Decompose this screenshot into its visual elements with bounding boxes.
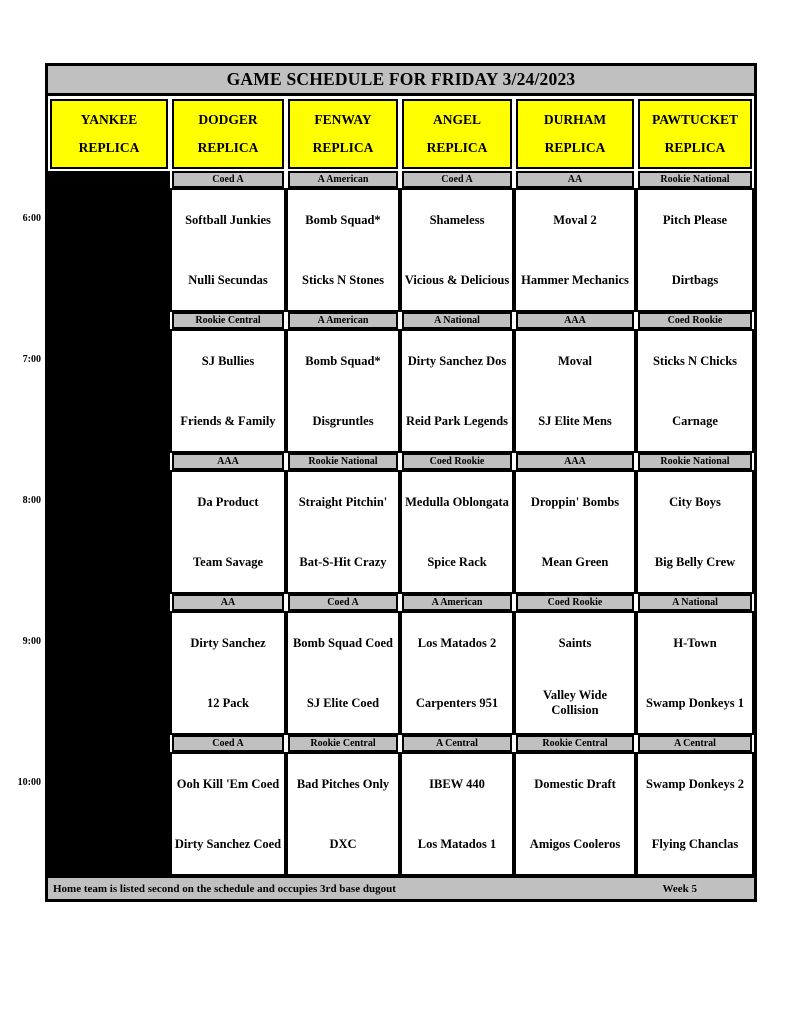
schedule-grid <box>48 171 754 876</box>
game-cell <box>400 752 514 876</box>
field-type: REPLICA <box>312 139 374 155</box>
home-team: SJ Elite Mens <box>538 413 612 428</box>
field-type: REPLICA <box>664 139 726 155</box>
game-cell <box>514 470 636 594</box>
field-header-yankee <box>50 99 168 169</box>
division-badge: A National <box>402 312 512 329</box>
division-badge: AAA <box>172 453 284 470</box>
time-label: 9:00 <box>22 636 41 647</box>
division-badge: Coed A <box>402 171 512 188</box>
game-cell <box>400 611 514 735</box>
division-badge: Coed A <box>172 171 284 188</box>
game-cell <box>170 470 286 594</box>
home-team: Dirtbags <box>671 272 719 287</box>
game-cell <box>170 329 286 453</box>
division-badge: A American <box>288 171 398 188</box>
game-cell <box>170 611 286 735</box>
game-cell <box>286 188 400 312</box>
away-team: Droppin' Bombs <box>530 494 620 509</box>
game-cell <box>636 752 754 876</box>
division-badge: AA <box>516 171 634 188</box>
division-badge: Coed A <box>288 594 398 611</box>
away-team: Straight Pitchin' <box>298 494 388 509</box>
field-type: REPLICA <box>78 139 140 155</box>
division-badge: AA <box>172 594 284 611</box>
page-title: GAME SCHEDULE FOR FRIDAY 3/24/2023 <box>226 69 576 89</box>
division-badge: Coed A <box>172 735 284 752</box>
away-team: SJ Bullies <box>201 353 255 368</box>
game-cell <box>514 752 636 876</box>
division-badge: Coed Rookie <box>402 453 512 470</box>
away-team: Dirty Sanchez <box>190 635 266 650</box>
away-team: Bomb Squad* <box>305 353 381 368</box>
division-badge: AAA <box>516 453 634 470</box>
away-team: City Boys <box>669 494 721 509</box>
game-cell <box>636 329 754 453</box>
home-team: Los Matados 1 <box>417 836 497 851</box>
division-badge: A American <box>288 312 398 329</box>
time-label: 7:00 <box>22 354 41 365</box>
game-cell <box>636 470 754 594</box>
title-bar <box>48 66 754 96</box>
away-team: Da Product <box>197 494 259 509</box>
game-cell <box>514 611 636 735</box>
field-header-angel <box>402 99 512 169</box>
game-cell <box>170 752 286 876</box>
game-cell <box>400 470 514 594</box>
field-header-dodger <box>172 99 284 169</box>
home-team: DXC <box>329 836 357 851</box>
field-header-row <box>48 96 754 171</box>
away-team: H-Town <box>673 635 717 650</box>
footer-bar <box>48 876 754 899</box>
field-name: PAWTUCKET <box>651 112 738 128</box>
game-cell <box>400 188 514 312</box>
away-team: Bomb Squad* <box>305 212 381 227</box>
week-label: Week 5 <box>662 882 697 895</box>
field-type: REPLICA <box>544 139 606 155</box>
home-team: 12 Pack <box>206 695 249 710</box>
field-header-durham <box>516 99 634 169</box>
division-badge: Rookie Central <box>172 312 284 329</box>
time-label: 10:00 <box>17 777 41 788</box>
division-badge: AAA <box>516 312 634 329</box>
yankee-empty-column <box>48 171 170 876</box>
home-team: Carpenters 951 <box>415 695 499 710</box>
home-team: Swamp Donkeys 1 <box>646 695 744 710</box>
division-badge: A American <box>402 594 512 611</box>
home-team: Big Belly Crew <box>654 554 736 569</box>
division-badge: Coed Rookie <box>638 312 752 329</box>
away-team: Moval 2 <box>553 212 597 227</box>
home-team: Spice Rack <box>427 554 487 569</box>
home-team: Bat-S-Hit Crazy <box>299 554 387 569</box>
away-team: Bomb Squad Coed <box>292 635 394 650</box>
away-team: Ooh Kill 'Em Coed <box>176 776 280 791</box>
field-type: REPLICA <box>197 139 259 155</box>
home-team: Hammer Mechanics <box>521 272 629 287</box>
division-badge: Rookie Central <box>516 735 634 752</box>
field-name: YANKEE <box>80 112 138 128</box>
field-name: ANGEL <box>432 112 481 128</box>
away-team: Domestic Draft <box>534 776 616 791</box>
game-cell <box>286 752 400 876</box>
away-team: Softball Junkies <box>185 212 271 227</box>
away-team: Dirty Sanchez Dos <box>407 353 507 368</box>
field-name: DURHAM <box>543 112 607 128</box>
away-team: Bad Pitches Only <box>296 776 390 791</box>
home-team: Disgruntles <box>312 413 374 428</box>
game-cell <box>400 329 514 453</box>
home-team: Team Savage <box>192 554 264 569</box>
home-team: Nulli Secundas <box>188 272 268 287</box>
division-badge: Coed Rookie <box>516 594 634 611</box>
home-team: Reid Park Legends <box>405 413 509 428</box>
game-cell <box>286 611 400 735</box>
away-team: IBEW 440 <box>429 776 485 791</box>
away-team: Swamp Donkeys 2 <box>646 776 744 791</box>
home-team: Valley Wide Collision <box>542 688 608 717</box>
footer-note: Home team is listed second on the schedule and occupies 3rd base dugout <box>53 882 396 895</box>
game-cell <box>514 329 636 453</box>
field-name: FENWAY <box>314 112 372 128</box>
game-cell <box>286 470 400 594</box>
division-badge: Rookie National <box>638 171 752 188</box>
field-name: DODGER <box>198 112 258 128</box>
division-badge: A Central <box>402 735 512 752</box>
field-header-pawtucket <box>638 99 752 169</box>
home-team: Flying Chanclas <box>651 836 739 851</box>
game-cell <box>636 611 754 735</box>
time-label: 6:00 <box>22 213 41 224</box>
away-team: Shameless <box>429 212 485 227</box>
division-badge: Rookie National <box>638 453 752 470</box>
home-team: Mean Green <box>541 554 609 569</box>
division-badge: A National <box>638 594 752 611</box>
home-team: Vicious & Delicious <box>404 272 510 287</box>
away-team: Moval <box>557 353 593 368</box>
away-team: Saints <box>558 635 592 650</box>
home-team: SJ Elite Coed <box>306 695 380 710</box>
field-header-fenway <box>288 99 398 169</box>
time-label: 8:00 <box>22 495 41 506</box>
game-cell <box>636 188 754 312</box>
division-badge: Rookie National <box>288 453 398 470</box>
division-badge: Rookie Central <box>288 735 398 752</box>
division-badge: A Central <box>638 735 752 752</box>
home-team: Carnage <box>672 413 718 428</box>
home-team: Amigos Cooleros <box>529 836 621 851</box>
game-cell <box>170 188 286 312</box>
away-team: Sticks N Chicks <box>652 353 738 368</box>
game-cell <box>286 329 400 453</box>
away-team: Medulla Oblongata <box>405 494 509 509</box>
field-type: REPLICA <box>426 139 488 155</box>
schedule-table <box>45 63 757 902</box>
away-team: Los Matados 2 <box>417 635 497 650</box>
home-team: Friends & Family <box>180 413 276 428</box>
home-team: Dirty Sanchez Coed <box>174 836 282 851</box>
game-cell <box>514 188 636 312</box>
home-team: Sticks N Stones <box>302 272 384 287</box>
away-team: Pitch Please <box>662 212 728 227</box>
